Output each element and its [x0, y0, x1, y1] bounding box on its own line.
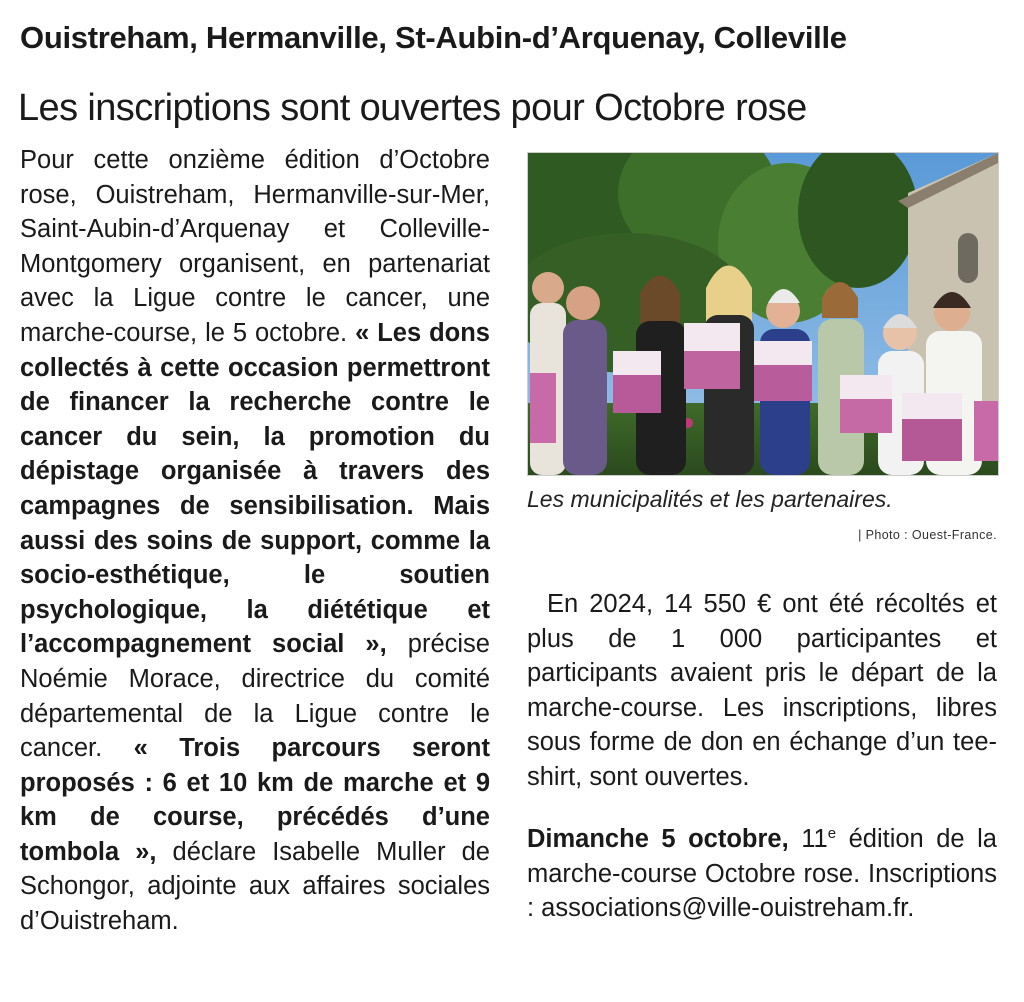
left-column	[20, 143, 490, 939]
event-edition-number: 11	[788, 825, 828, 853]
group-photo	[527, 152, 999, 476]
quote-ligue: « Les dons collectés à cette occasion permettront de financer la recherche contre le cancer du sein, la promotion du dépistage organisée à travers des campagnes de sensibilisation. Mais aussi des soins de support, comme la socio-esthétique, le soutien psychologique, la diététique et l’accompagnement social »,	[20, 318, 490, 659]
quote-parcours: « Trois parcours seront proposés : 6 et 10 km de marche et 9 km de course, précédés d’une tombola »,	[20, 734, 490, 866]
caption-text: Les municipalités et les partenaires.	[527, 486, 893, 512]
right-column-summary	[527, 587, 997, 795]
summary-text: En 2024, 14 550 € ont été récoltés et plus de 1 000 participantes et participants avaient pris le départ de la marche-course. Les inscriptions, libres sous forme de don en échange d’un tee-shirt, sont ouvertes.	[527, 590, 997, 791]
event-date: Dimanche 5 octobre,	[527, 825, 789, 853]
attribution-muller: déclare Isabelle Muller de Schongor, adjointe aux affaires sociales d’Ouistreham.	[20, 837, 490, 936]
event-details: édition de la marche-course Octobre rose. Inscriptions : associations@ville-ouistreham.fr.	[527, 825, 997, 923]
attribution-morace: précise Noémie Morace, directrice du comité départemental de la Ligue contre le cancer.	[20, 630, 490, 763]
intro-text: Pour cette onzième édition d’Octobre rose, Ouistreham, Hermanville-sur-Mer, Saint-Aubin-d’Arquenay et Colleville-Montgomery organisent, en partenariat avec la Ligue contre le cancer, une marche-course, le 5 octobre.	[20, 146, 490, 347]
photo-caption	[527, 482, 997, 516]
event-info	[527, 822, 997, 926]
photo-credit: | Photo : Ouest-France.	[858, 528, 997, 542]
article-kicker: Ouistreham, Hermanville, St-Aubin-d’Arquenay, Colleville	[20, 20, 847, 55]
article-headline: Les inscriptions sont ouvertes pour Octobre rose	[18, 87, 807, 129]
event-edition-suffix: e	[827, 825, 837, 842]
